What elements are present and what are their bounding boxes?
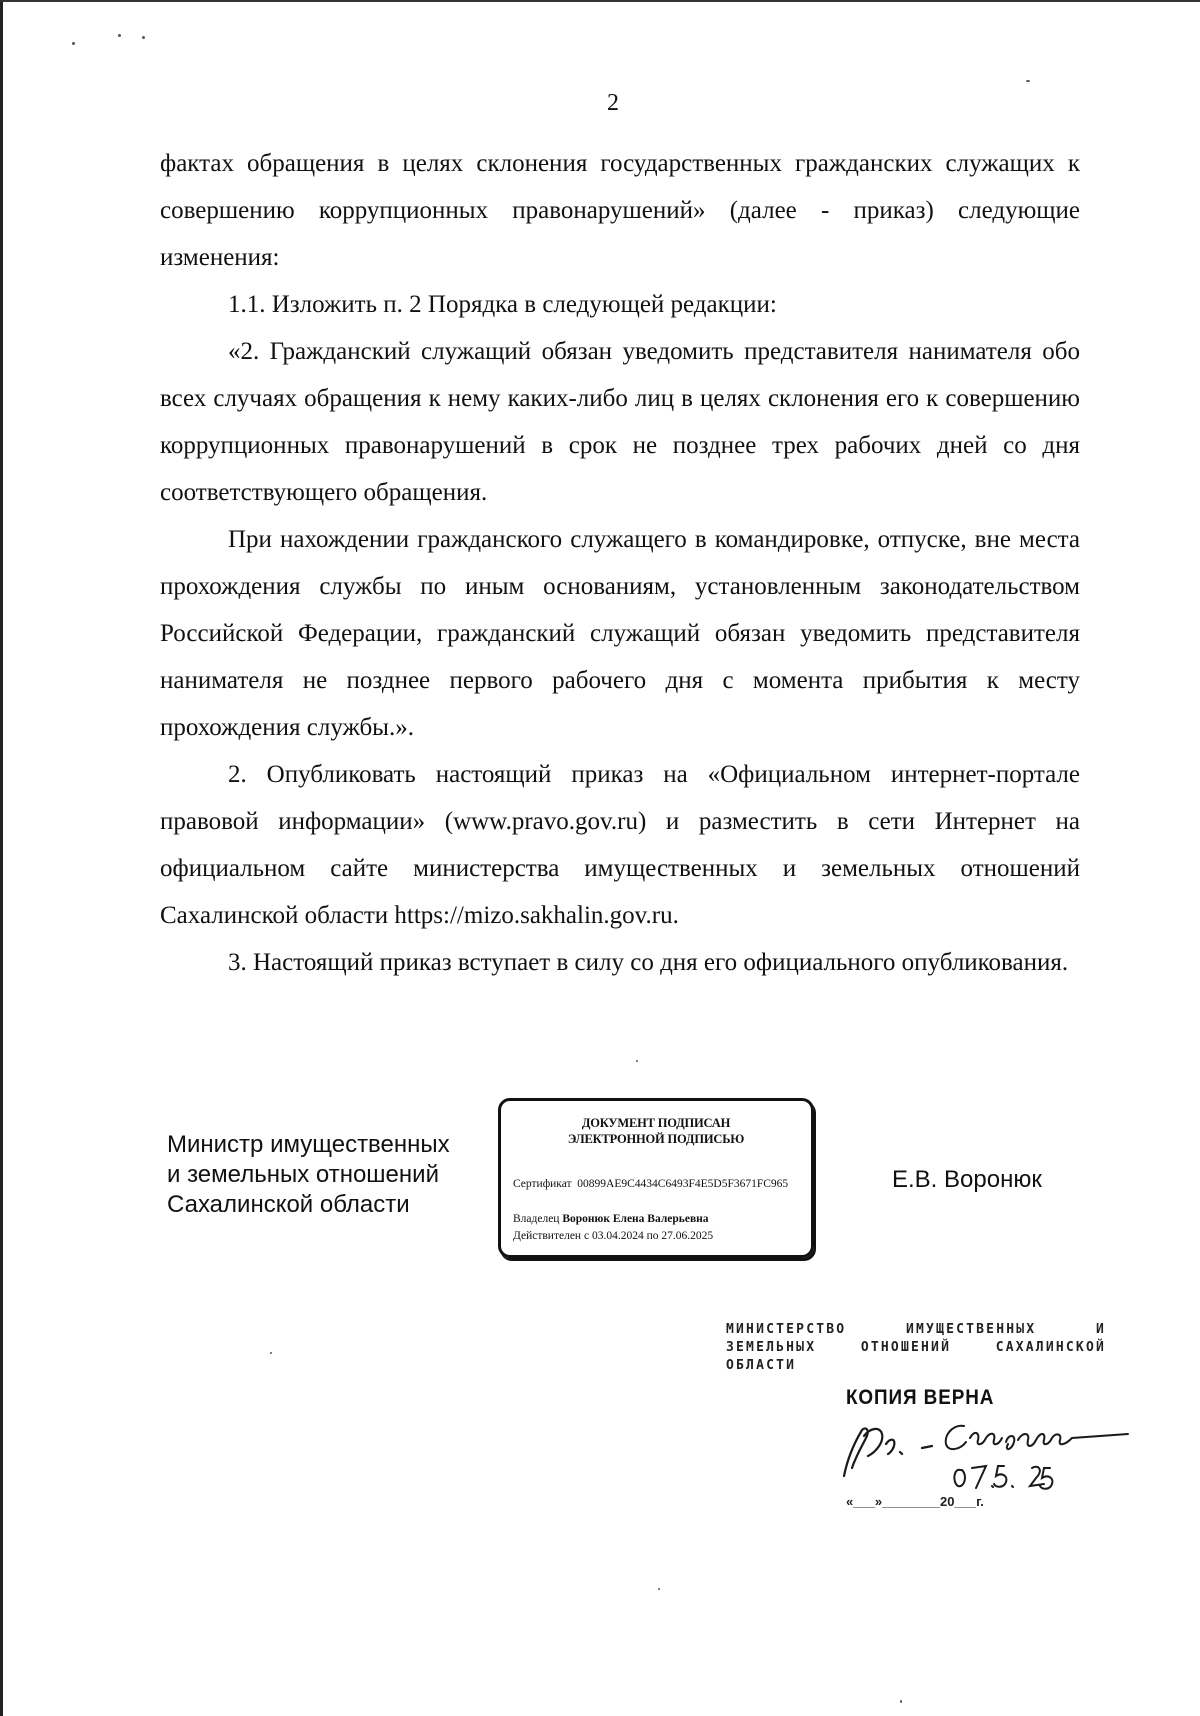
scan-speck bbox=[636, 1060, 638, 1062]
scan-speck bbox=[142, 36, 145, 39]
electronic-signature-stamp bbox=[498, 1098, 814, 1258]
date-template: «___»________20___г. bbox=[846, 1494, 984, 1508]
copy-stamp-org-line: ЗЕМЕЛЬНЫХ ОТНОШЕНИЙ САХАЛИНСКОЙ bbox=[726, 1340, 1106, 1355]
stamp-title-line: ДОКУМЕНТ ПОДПИСАН bbox=[581, 1116, 731, 1130]
copy-verified-title: КОПИЯ ВЕРНА bbox=[846, 1386, 995, 1409]
copy-stamp-org-line: ОБЛАСТИ bbox=[726, 1358, 797, 1373]
paragraph-business-trip: При нахождении гражданского служащего в командировке, отпуске, вне места прохождения службы по иным основаниям, установленным законодательством Российской Федерации, гражданский служащий обязан уведомить представителя нанимателя не позднее первого рабочего дня с момента прибытия к месту прохождения службы.». bbox=[160, 526, 1080, 741]
scan-speck bbox=[118, 34, 121, 37]
copy-stamp-org-line: МИНИСТЕРСТВО ИМУЩЕСТВЕННЫХ И bbox=[726, 1322, 1106, 1337]
paragraph-publish: 2. Опубликовать настоящий приказ на «Официальном интернет-портале правовой информации» (www.pravo.gov.ru) и разместить в сети Интернет на официальном сайте министерства имущественных и земельных отношений Сахалинской области https://mizo.sakhalin.gov.ru. bbox=[160, 761, 1080, 929]
handwritten-signature bbox=[836, 1408, 1136, 1508]
stamp-certificate bbox=[513, 1177, 809, 1191]
scan-speck bbox=[900, 1700, 902, 1703]
stamp-title bbox=[501, 1115, 811, 1147]
owner-name: Воронюк Елена Валерьевна bbox=[562, 1213, 709, 1225]
owner-label: Владелец bbox=[513, 1213, 560, 1225]
position-line: и земельных отношений bbox=[167, 1161, 439, 1188]
scan-top-edge bbox=[0, 0, 1200, 2]
page-number: 2 bbox=[607, 90, 619, 116]
paragraph-intro: фактах обращения в целях склонения государственных гражданских служащих к совершению коррупционных правонарушений» (далее - приказ) следующие изменения: bbox=[160, 150, 1080, 271]
scan-speck bbox=[270, 1352, 272, 1354]
stamp-validity: Действителен с 03.04.2024 по 27.06.2025 bbox=[513, 1230, 714, 1242]
signer-name: Е.В. Воронюк bbox=[892, 1166, 1042, 1193]
stamp-owner bbox=[513, 1212, 709, 1227]
position-line: Сахалинской области bbox=[167, 1191, 410, 1218]
signatory-position bbox=[167, 1130, 450, 1220]
paragraph-1-1: 1.1. Изложить п. 2 Порядка в следующей редакции: bbox=[228, 291, 777, 318]
scan-speck bbox=[72, 42, 75, 45]
scan-speck bbox=[658, 1588, 660, 1590]
paragraph-effective: 3. Настоящий приказ вступает в силу со дня его официального опубликования. bbox=[228, 949, 1069, 976]
certificate-label: Сертификат bbox=[513, 1178, 572, 1190]
certificate-value: 00899AE9C4434C6493F4E5D5F3671FC965 bbox=[577, 1178, 789, 1190]
document-body bbox=[160, 140, 1080, 986]
scan-left-edge bbox=[0, 0, 3, 1716]
paragraph-quote-2: «2. Гражданский служащий обязан уведомить представителя нанимателя обо всех случаях обращения к нему каких-либо лиц в целях склонения его к совершению коррупционных правонарушений в срок не позднее трех рабочих дней со дня соответствующего обращения. bbox=[160, 338, 1080, 506]
position-line: Министр имущественных bbox=[167, 1131, 450, 1158]
scan-speck bbox=[1026, 80, 1030, 82]
certified-copy-stamp bbox=[726, 1321, 1106, 1375]
stamp-title-line: ЭЛЕКТРОННОЙ ПОДПИСЬЮ bbox=[567, 1132, 745, 1146]
